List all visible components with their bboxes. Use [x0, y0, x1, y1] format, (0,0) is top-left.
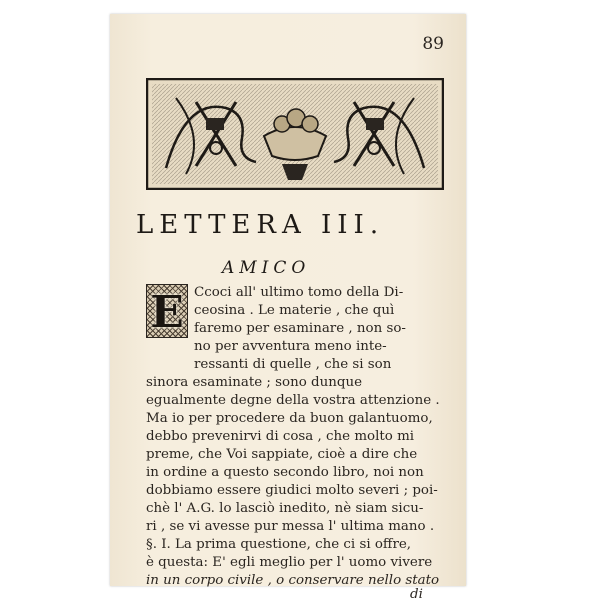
- text-line: faremo per esaminare , non so-: [194, 321, 406, 336]
- text-line: dobbiamo essere giudici molto severi ; poi-: [146, 483, 438, 498]
- text-line: ri , se vi avesse pur messa l' ultima mano .: [146, 519, 435, 534]
- text-line: sinora esaminate ; sono dunque: [146, 375, 362, 390]
- text-line: in ordine a questo secondo libro, noi non: [146, 465, 424, 480]
- text-line: no per avventura meno inte-: [194, 339, 387, 354]
- text-line: ressanti di quelle , che si son: [194, 357, 392, 372]
- text-line: preme, che Voi sappiate, cioè a dire che: [146, 447, 418, 462]
- drop-cap-letter: E: [150, 287, 184, 338]
- text-line: egualmente degne della vostra attenzione .: [146, 393, 440, 408]
- catchword: di: [410, 587, 423, 602]
- text-line: è questa: E' egli meglio per l' uomo vivere: [146, 555, 433, 570]
- page-number: 89: [422, 34, 444, 54]
- text-line: Ccoci all' ultimo tomo della Di-: [194, 285, 404, 300]
- text-line: Ma io per procedere da buon galantuomo,: [146, 411, 433, 426]
- salutation: AMICO: [222, 258, 311, 278]
- letter-heading: LETTERA III.: [136, 210, 385, 240]
- text-line: in un corpo civile , o conservare nello stato: [146, 573, 440, 588]
- text-line: ceosina . Le materie , che quì: [194, 303, 395, 318]
- headpiece-ornament: [146, 78, 444, 190]
- drop-cap: [146, 284, 188, 338]
- text-line: §. I. La prima questione, che ci si offre,: [146, 537, 412, 552]
- text-line: debbo prevenirvi di cosa , che molto mi: [146, 429, 415, 444]
- book-page: [110, 14, 466, 602]
- text-line: chè l' A.G. lo lasciò inedito, nè siam sicu-: [146, 501, 424, 516]
